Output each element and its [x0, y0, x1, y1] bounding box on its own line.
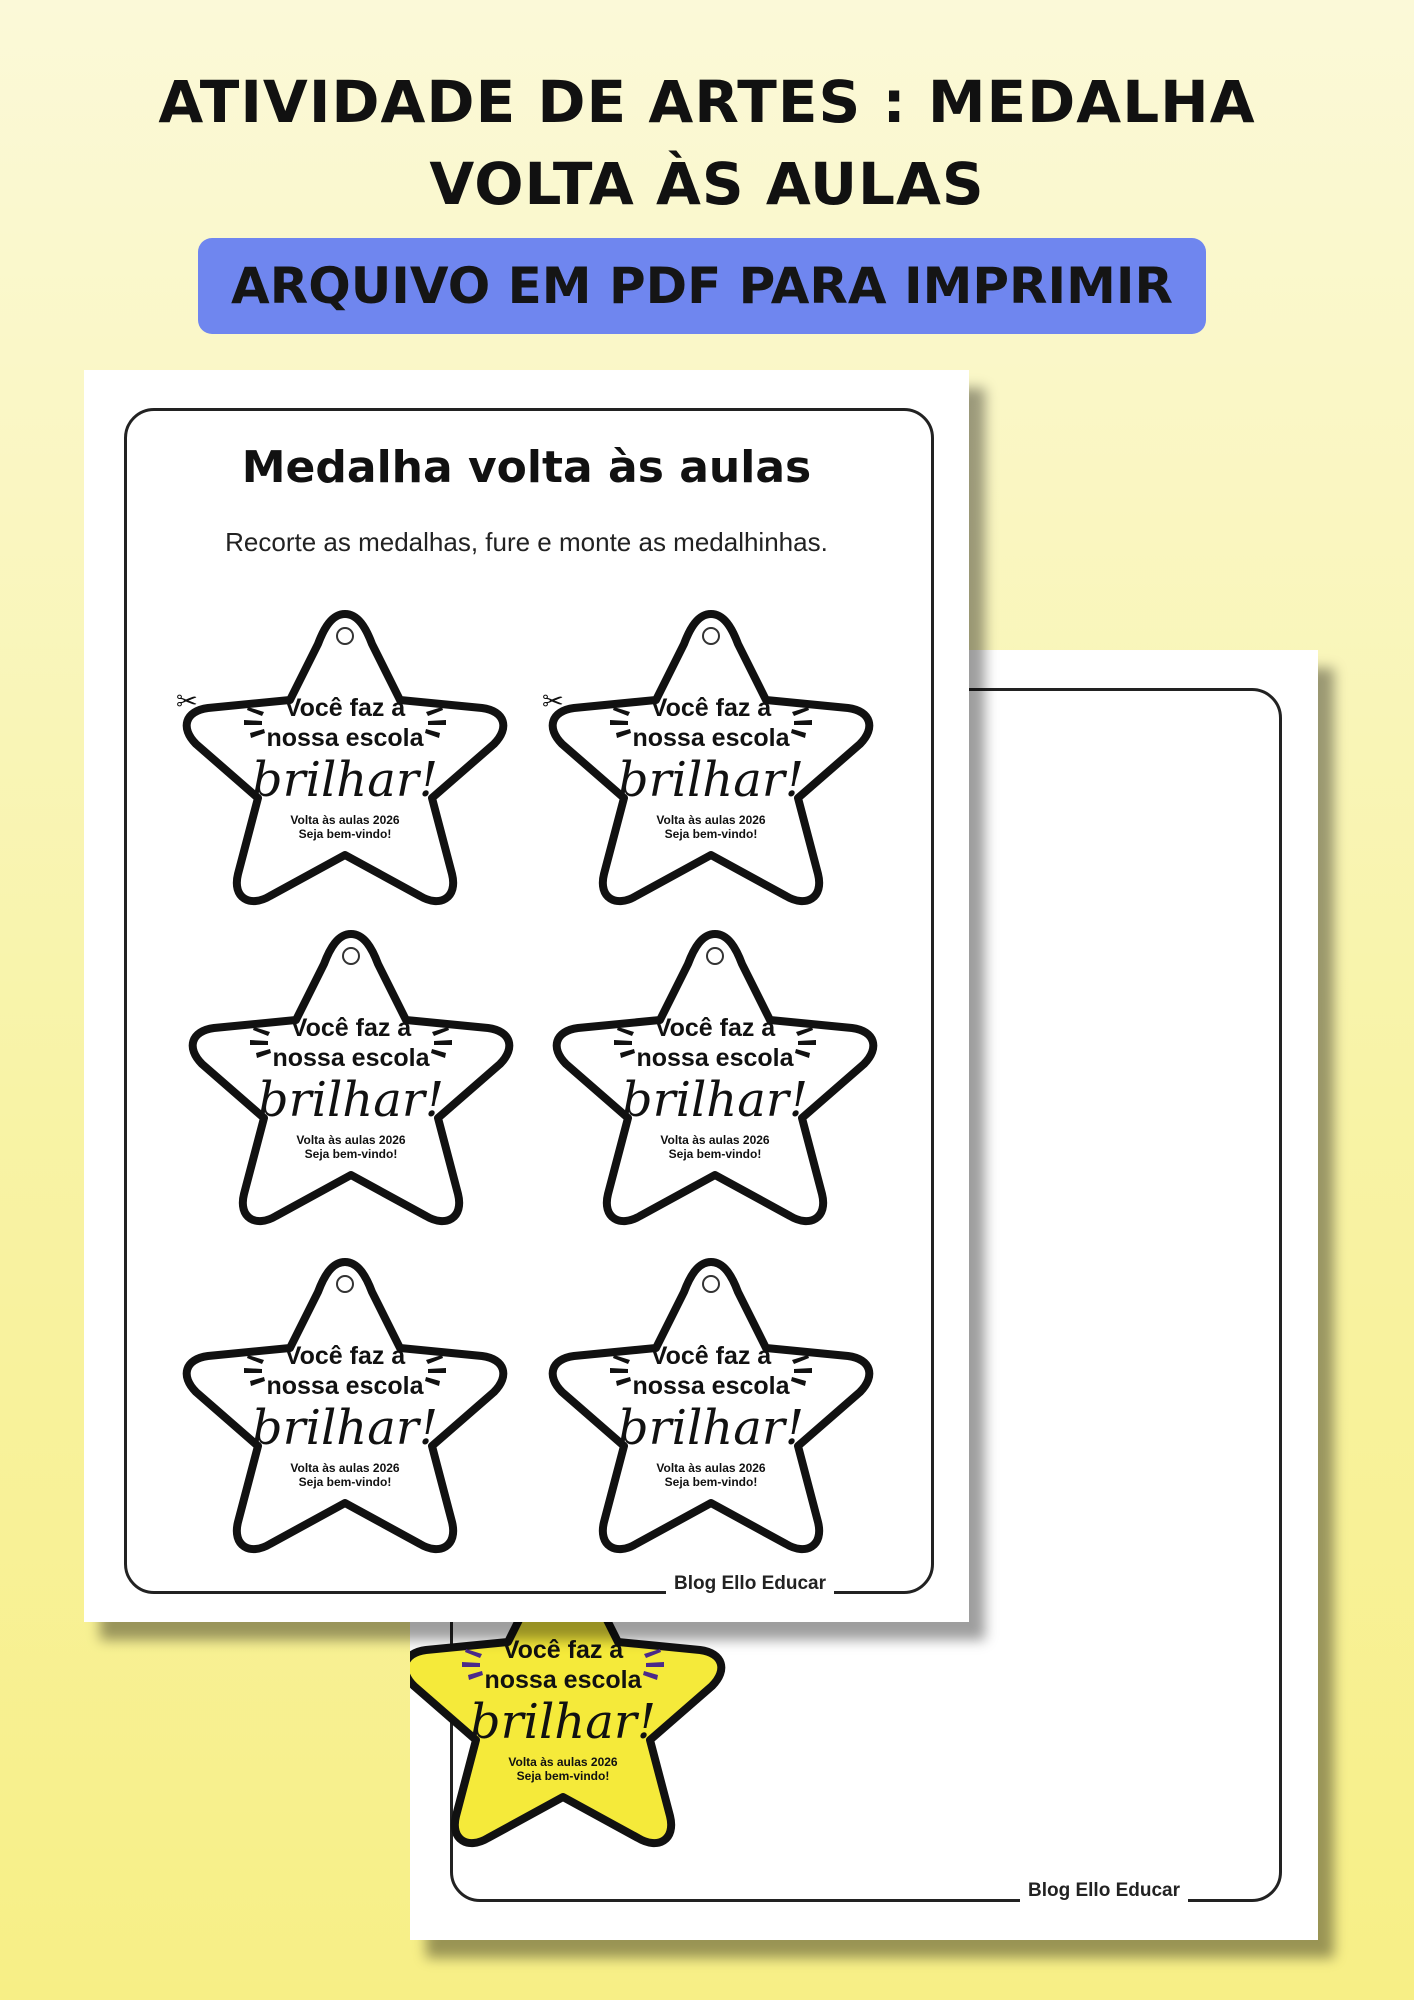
back-footer: Blog Ello Educar: [1020, 1880, 1188, 1902]
medal-line4: Volta às aulas 2026: [656, 813, 766, 827]
medal-white: [546, 600, 876, 916]
medal-line3: brilhar!: [617, 1400, 805, 1456]
medal-line1: Você faz a: [650, 1342, 772, 1370]
medal-line4: Volta às aulas 2026: [290, 813, 400, 827]
medal-white: [546, 1248, 876, 1564]
medal-line2: nossa escola: [632, 1372, 790, 1400]
medal-line3: brilhar!: [251, 752, 439, 808]
medal-line4: Volta às aulas 2026: [296, 1133, 406, 1147]
scissors-icon: ✂: [542, 686, 564, 716]
medal-line5: Seja bem-vindo!: [668, 1147, 762, 1161]
sheet-instructions: Recorte as medalhas, fure e monte as medalhinhas.: [225, 527, 828, 557]
sheet-title: Medalha volta às aulas: [241, 442, 812, 493]
medal-line3: brilhar!: [251, 1400, 439, 1456]
page-title-line1: ATIVIDADE DE ARTES : MEDALHA: [158, 68, 1256, 136]
medal-line4: Volta às aulas 2026: [290, 1461, 400, 1475]
medal-line4: Volta às aulas 2026: [660, 1133, 770, 1147]
scissors-icon: ✂: [176, 686, 198, 716]
medal-line2: nossa escola: [632, 724, 790, 752]
medal-line1: Você faz a: [650, 694, 772, 722]
medal-line3: brilhar!: [617, 752, 805, 808]
medal-white: [180, 600, 510, 916]
medal-line5: Seja bem-vindo!: [298, 827, 392, 841]
medal-white: [180, 1248, 510, 1564]
medal-line2: nossa escola: [484, 1666, 642, 1694]
medal-white: [550, 920, 880, 1236]
pdf-banner: ARQUIVO EM PDF PARA IMPRIMIR: [198, 238, 1206, 334]
medal-line2: nossa escola: [636, 1044, 794, 1072]
medal-line1: Você faz a: [284, 1342, 406, 1370]
medal-line5: Seja bem-vindo!: [298, 1475, 392, 1489]
medal-white: [186, 920, 516, 1236]
medal-line3: brilhar!: [621, 1072, 809, 1128]
front-sheet: [84, 370, 969, 1622]
medal-line2: nossa escola: [266, 724, 424, 752]
medal-line5: Seja bem-vindo!: [664, 827, 758, 841]
medal-line2: nossa escola: [272, 1044, 430, 1072]
medal-line5: Seja bem-vindo!: [664, 1475, 758, 1489]
front-footer: Blog Ello Educar: [666, 1573, 834, 1595]
page-title-line2: VOLTA ÀS AULAS: [429, 150, 985, 218]
medal-line1: Você faz a: [284, 694, 406, 722]
medal-line5: Seja bem-vindo!: [304, 1147, 398, 1161]
medal-line3: brilhar!: [257, 1072, 445, 1128]
medal-line2: nossa escola: [266, 1372, 424, 1400]
medal-line3: brilhar!: [469, 1694, 657, 1750]
medal-line5: Seja bem-vindo!: [516, 1769, 610, 1783]
medal-line1: Você faz a: [502, 1636, 624, 1664]
medal-line4: Volta às aulas 2026: [508, 1755, 618, 1769]
medal-line4: Volta às aulas 2026: [656, 1461, 766, 1475]
medal-line1: Você faz a: [654, 1014, 776, 1042]
medal-line1: Você faz a: [290, 1014, 412, 1042]
